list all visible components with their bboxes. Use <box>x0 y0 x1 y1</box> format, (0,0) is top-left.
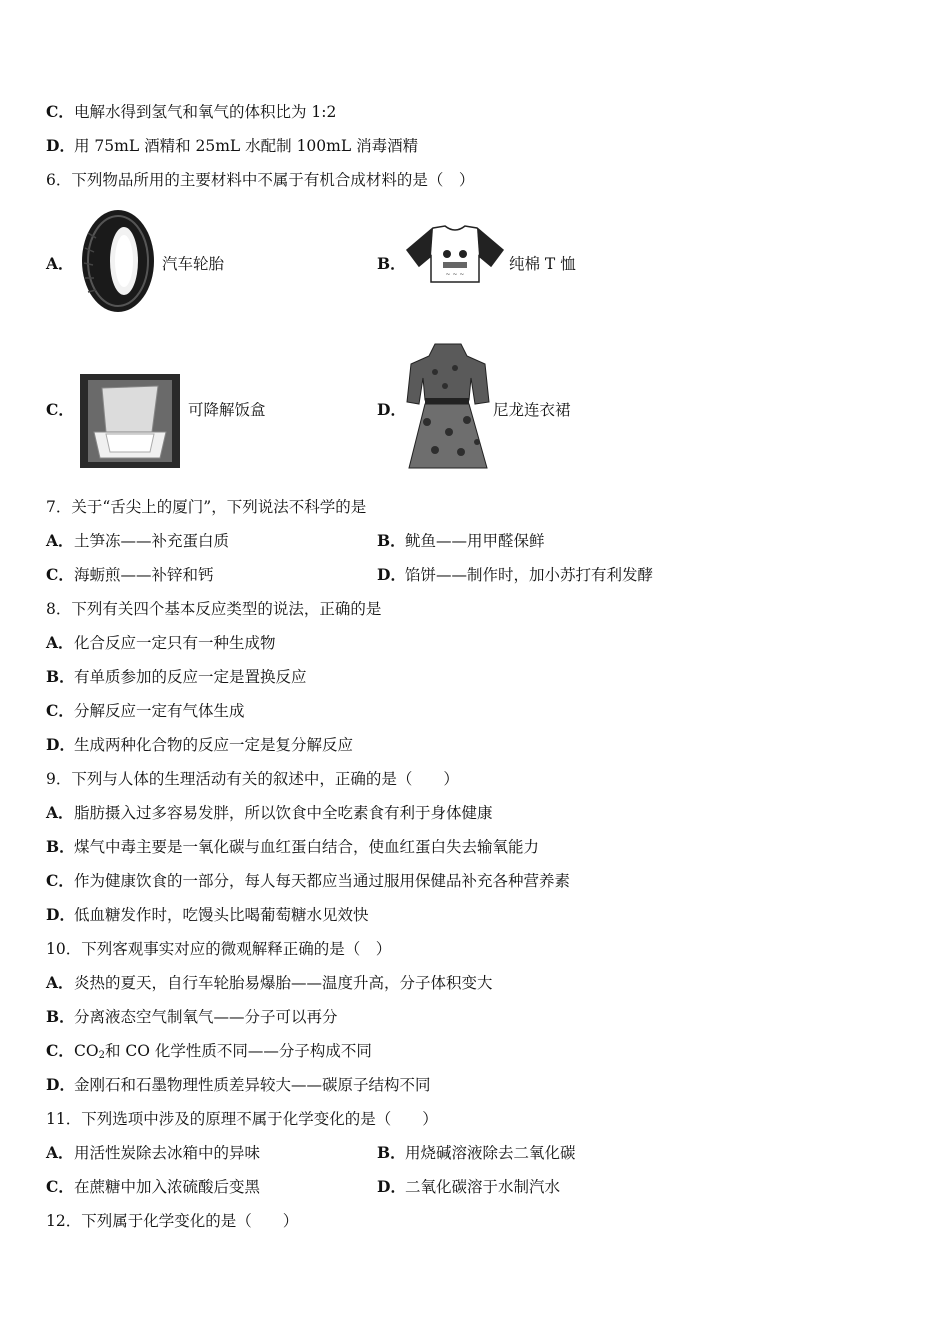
q11-option-c: C．在蔗糖中加入浓硫酸后变黑 <box>46 1177 261 1196</box>
q7-option-b: B．鱿鱼——用甲醛保鲜 <box>377 531 545 550</box>
tshirt-image <box>405 222 505 284</box>
q6-stem: 6．下列物品所用的主要材料中不属于有机合成材料的是（ ） <box>46 171 475 189</box>
option-text: 电解水得到氢气和氧气的体积比为 1:2 <box>74 103 337 121</box>
q6-option-b-letter: B． <box>377 254 406 273</box>
q11-option-d: D．二氧化碳溶于水制汽水 <box>377 1177 561 1196</box>
q5-option-d <box>46 136 418 156</box>
q6-option-a-letter: A． <box>46 254 74 273</box>
svg-text:~ ~ ~: ~ ~ ~ <box>445 271 465 278</box>
q9-option-c: C．作为健康饮食的一部分，每人每天都应当通过服用保健品补充各种营养素 <box>46 871 571 890</box>
q10-option-a: A．炎热的夏天，自行车轮胎易爆胎——温度升高，分子体积变大 <box>46 973 493 992</box>
q7-option-a: A．土笋冻——补充蛋白质 <box>46 531 230 550</box>
q11-stem: 11．下列选项中涉及的原理不属于化学变化的是（ ） <box>46 1110 438 1128</box>
q7-stem: 7．关于“舌尖上的厦门”，下列说法不科学的是 <box>46 498 367 516</box>
q9-option-d: D．低血糖发作时，吃馒头比喝葡萄糖水见效快 <box>46 905 369 924</box>
q8-option-c: C．分解反应一定有气体生成 <box>46 701 245 720</box>
tire-image <box>78 208 158 314</box>
q8-option-b: B．有单质参加的反应一定是置换反应 <box>46 667 307 686</box>
option-letter: C． <box>46 102 74 121</box>
q10-option-b: B．分离液态空气制氧气——分子可以再分 <box>46 1007 338 1026</box>
dress-image <box>405 342 491 472</box>
q11-option-a: A．用活性炭除去冰箱中的异味 <box>46 1143 261 1162</box>
q8-stem: 8．下列有关四个基本反应类型的说法，正确的是 <box>46 600 382 618</box>
q6-option-b-text: 纯棉 T 恤 <box>509 255 576 273</box>
q9-option-a: A．脂肪摄入过多容易发胖，所以饮食中全吃素食有利于身体健康 <box>46 803 493 822</box>
q12-stem: 12．下列属于化学变化的是（ ） <box>46 1212 299 1230</box>
q6-option-d-letter: D． <box>377 400 406 419</box>
q10-option-d: D．金刚石和石墨物理性质差异较大——碳原子结构不同 <box>46 1075 431 1094</box>
option-letter: D． <box>46 136 75 155</box>
q10-option-c: C．$CO_2$和 CO 化学性质不同——分子构成不同 <box>46 1041 372 1061</box>
q6-option-d-text: 尼龙连衣裙 <box>493 401 571 419</box>
q5-option-c <box>46 102 336 122</box>
q6-option-c-text: 可降解饭盒 <box>188 401 266 419</box>
q10-stem: 10．下列客观事实对应的微观解释正确的是（ ） <box>46 940 392 958</box>
q11-option-b: B．用烧碱溶液除去二氧化碳 <box>377 1143 576 1162</box>
q6-option-a-text: 汽车轮胎 <box>162 255 225 273</box>
q9-option-b: B．煤气中毒主要是一氧化碳与血红蛋白结合，使血红蛋白失去输氧能力 <box>46 837 540 856</box>
q8-option-a: A．化合反应一定只有一种生成物 <box>46 633 276 652</box>
q6-option-c-letter: C． <box>46 400 74 419</box>
lunchbox-image <box>80 374 180 468</box>
q9-stem: 9．下列与人体的生理活动有关的叙述中，正确的是（ ） <box>46 770 459 788</box>
q7-option-c: C．海蛎煎——补锌和钙 <box>46 565 214 584</box>
q8-option-d: D．生成两种化合物的反应一定是复分解反应 <box>46 735 354 754</box>
q7-option-d: D．馅饼——制作时，加小苏打有利发酵 <box>377 565 654 584</box>
option-text: 用 75mL 酒精和 25mL 水配制 100mL 消毒酒精 <box>74 137 419 155</box>
